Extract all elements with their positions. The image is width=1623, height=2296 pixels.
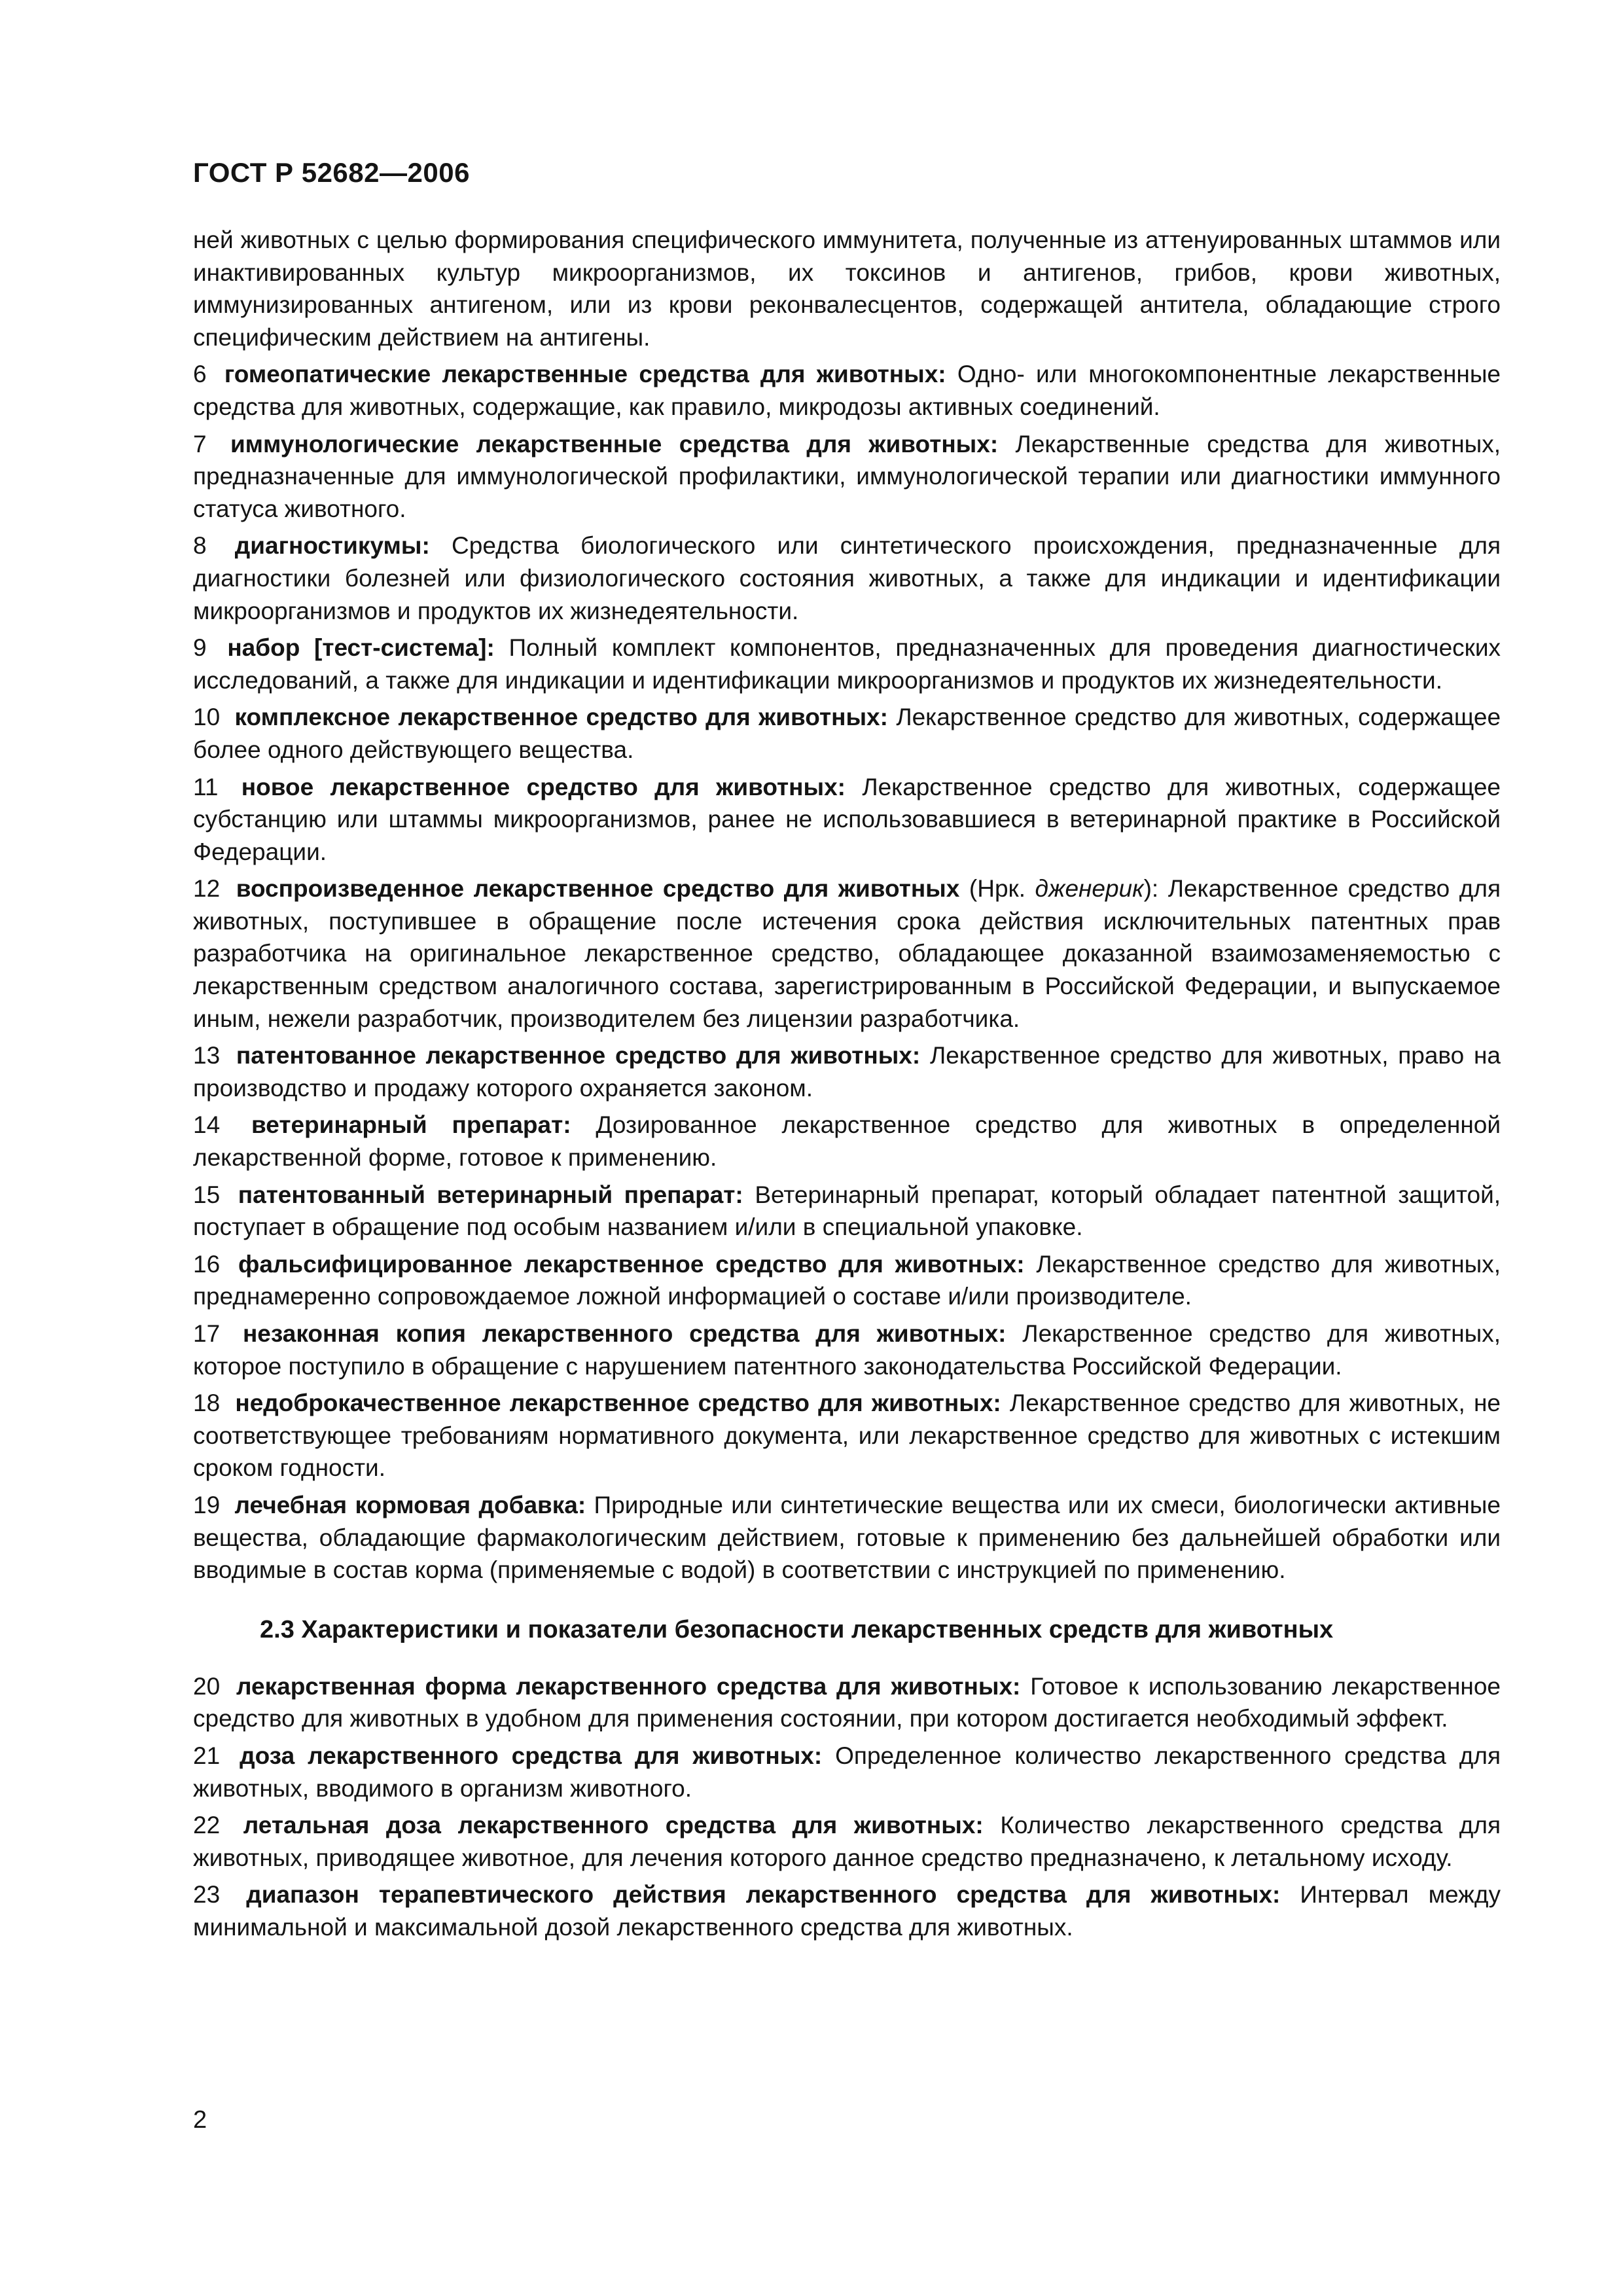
term-number: 14 xyxy=(193,1111,221,1139)
term-definition: Одно- или многокомпонентные лекарственные средства для животных, содержащие, как правило, микродозы активных соединений. xyxy=(193,361,1501,420)
term-number: 18 xyxy=(193,1390,221,1417)
term-entry xyxy=(193,1248,1501,1313)
term-entry xyxy=(193,1179,1501,1244)
term-number: 22 xyxy=(193,1812,221,1839)
term-definition: Природные или синтетические вещества или их смеси, биологически активные вещества, обладающие фармакологическим действием, готовые к применению без дальнейшей обработки или вводимые в состав корма (применяемые с водой) в соответствии с инструкцией по применению. xyxy=(193,1491,1501,1584)
term-definition: Интервал между минимальной и максимальной дозой лекарственного средства для животных. xyxy=(193,1881,1501,1941)
term-definition: Готовое к использованию лекарственное средство для животных в удобном для применения состоянии, при котором достигается необходимый эффект. xyxy=(193,1672,1501,1732)
term-definition: Полный комплект компонентов, предназначенных для проведения диагностических исследований, а также для индикации и идентификации микроорганизмов и продуктов их жизнедеятельности. xyxy=(193,634,1501,694)
term-entry xyxy=(193,1489,1501,1587)
term-name: летальная доза лекарственного средства для животных: xyxy=(243,1812,984,1839)
term-entry xyxy=(193,1387,1501,1484)
term-number: 8 xyxy=(193,532,207,560)
document-header: ГОСТ Р 52682—2006 xyxy=(193,157,470,188)
term-number: 11 xyxy=(193,773,219,800)
term-note-emphasis: дженерик xyxy=(1035,875,1144,903)
term-definition: Лекарственное средство для животных, которое поступило в обращение с нарушением патентного законодательства Российской Федерации. xyxy=(193,1320,1501,1380)
term-entry xyxy=(193,1318,1501,1382)
term-entry xyxy=(193,358,1501,423)
term-group-a xyxy=(193,358,1501,868)
term-number: 13 xyxy=(193,1042,221,1069)
term-definition: Лекарственное средство для животных, право на производство и продажу которого охраняется законом. xyxy=(193,1042,1501,1102)
term-number: 17 xyxy=(193,1320,221,1347)
term-entry xyxy=(193,872,1501,1035)
term-name: недоброкачественное лекарственное средство для животных: xyxy=(235,1390,1001,1417)
term-name: иммунологические лекарственные средства для животных: xyxy=(230,430,999,457)
term-entry xyxy=(193,1809,1501,1874)
term-group-c xyxy=(193,1670,1501,1944)
intro-paragraph: ней животных с целью формирования специфического иммунитета, полученные из аттенуированных штаммов или инактивированных культур микроорганизмов, их токсинов и антигенов, грибов, крови животных, иммунизированных антигеном, или из крови реконвалесцентов, содержащей антитела, обладающие строго специфическим действием на антигены. xyxy=(193,226,1501,351)
term-number: 16 xyxy=(193,1250,221,1278)
term-definition: Лекарственные средства для животных, предназначенные для иммунологической профилактики, иммунологической терапии или диагностики иммунного статуса животного. xyxy=(193,430,1501,522)
term-name: ветеринарный препарат: xyxy=(251,1111,571,1139)
term-number: 21 xyxy=(193,1742,221,1769)
term-definition: Лекарственное средство для животных, содержащее более одного действующего вещества. xyxy=(193,704,1501,763)
term-number: 9 xyxy=(193,634,207,662)
term-name: доза лекарственного средства для животных: xyxy=(240,1742,823,1769)
term-number: 23 xyxy=(193,1881,221,1909)
term-note-open: (Нрк. xyxy=(969,875,1026,903)
term-name: диапазон терапевтического действия лекарственного средства для животных: xyxy=(246,1881,1281,1909)
term-name: воспроизведенное лекарственное средство для животных xyxy=(236,875,960,903)
term-number: 7 xyxy=(193,430,207,457)
term-number: 10 xyxy=(193,704,221,731)
page-number: 2 xyxy=(193,2106,207,2134)
term-name: новое лекарственное средство для животных: xyxy=(241,773,846,800)
term-definition: Дозированное лекарственное средство для животных в определенной лекарственной форме, готовое к применению. xyxy=(193,1111,1501,1172)
term-name: комплексное лекарственное средство для животных: xyxy=(234,704,888,731)
term-entry xyxy=(193,1109,1501,1174)
term-definition: Лекарственное средство для животных, поступившее в обращение после истечения срока действия исключительных патентных прав разработчика на оригинальное лекарственное средство, обладающее доказанной взаимозаменяемостью с лекарственным средством аналогичного состава, зарегистрированным в Российской Федерации, и выпускаемое иным, нежели разработчик, производителем без лицензии разработчика. xyxy=(193,875,1501,1032)
term-definition: Средства биологического или синтетического происхождения, предназначенные для диагностики болезней или физиологического состояния животных, а также для индикации и идентификации микроорганизмов и продуктов их жизнедеятельности. xyxy=(193,532,1501,624)
term-name: незаконная копия лекарственного средства для животных: xyxy=(242,1320,1007,1347)
section-heading: 2.3 Характеристики и показатели безопасности лекарственных средств для животных xyxy=(260,1615,1334,1643)
term-group-b xyxy=(193,1039,1501,1587)
term-name: гомеопатические лекарственные средства для животных: xyxy=(224,361,946,388)
term-number: 19 xyxy=(193,1491,221,1518)
term-definition: Количество лекарственного средства для животных, приводящее животное, для лечения которого данное средство предназначено, к летальному исходу. xyxy=(193,1812,1501,1871)
term-entry xyxy=(193,1740,1501,1804)
term-entry xyxy=(193,1878,1501,1943)
term-name: лекарственная форма лекарственного средства для животных: xyxy=(236,1672,1021,1700)
term-number: 15 xyxy=(193,1181,221,1208)
term-entry xyxy=(193,1670,1501,1735)
term-number: 20 xyxy=(193,1672,221,1700)
term-number: 6 xyxy=(193,361,207,388)
term-definition: Лекарственное средство для животных, не соответствующее требованиям нормативного документа, или лекарственное средство для животных с истекшим сроком годности. xyxy=(193,1390,1501,1482)
term-name: патентованный ветеринарный препарат: xyxy=(238,1181,743,1208)
term-entry xyxy=(193,428,1501,526)
term-entry xyxy=(193,632,1501,696)
term-entry xyxy=(193,701,1501,766)
document-body xyxy=(193,224,1501,1948)
term-name: набор [тест-система]: xyxy=(227,634,495,662)
term-entry xyxy=(193,529,1501,627)
term-definition: Определенное количество лекарственного средства для животных, вводимого в организм животного. xyxy=(193,1742,1501,1802)
term-definition: Ветеринарный препарат, который обладает патентной защитой, поступает в обращение под особым названием и/или в специальной упаковке. xyxy=(193,1181,1501,1241)
term-definition: Лекарственное средство для животных, содержащее субстанцию или штаммы микроорганизмов, ранее не использовавшиеся в ветеринарной практике в Российской Федерации. xyxy=(193,773,1501,865)
term-entry xyxy=(193,1039,1501,1104)
term-note-close: ): xyxy=(1143,875,1159,903)
term-definition: Лекарственное средство для животных, преднамеренно сопровождаемое ложной информацией о составе и/или производителе. xyxy=(193,1250,1501,1310)
term-name: патентованное лекарственное средство для животных: xyxy=(236,1042,921,1069)
term-name: диагностикумы: xyxy=(234,532,430,560)
term-name: лечебная кормовая добавка: xyxy=(234,1491,586,1518)
term-name: фальсифицированное лекарственное средство для животных: xyxy=(238,1250,1025,1278)
term-entry xyxy=(193,771,1501,869)
term-number: 12 xyxy=(193,875,221,903)
